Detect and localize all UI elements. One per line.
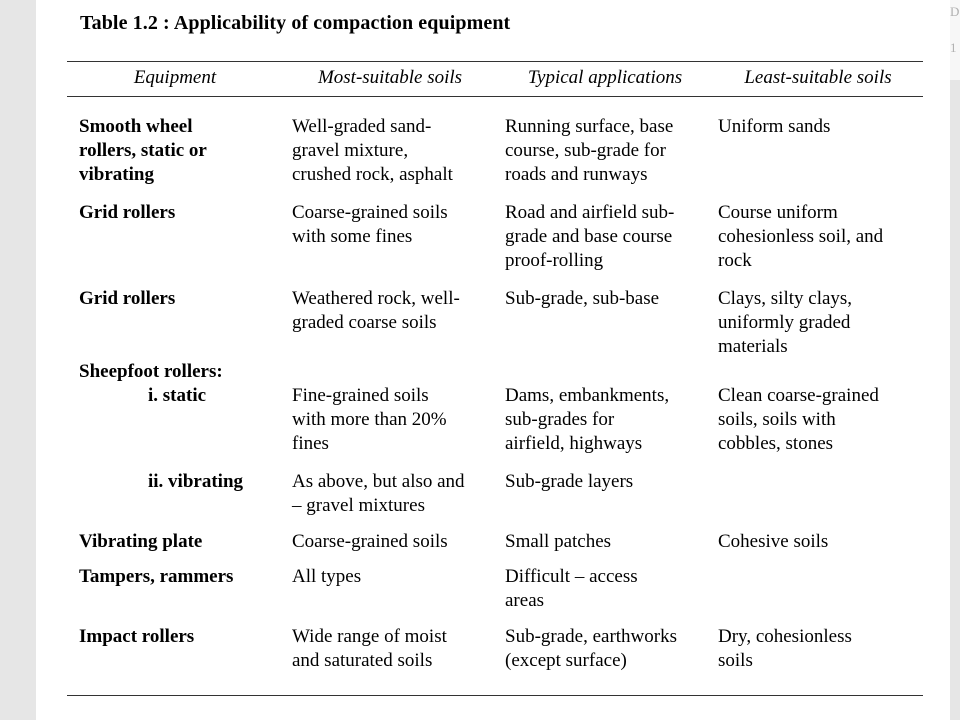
table-cell-least-suitable: Uniform sands [718,116,831,137]
table-cell-equipment: ii. vibrating [148,471,244,492]
table-cell-applications: Small patches [505,531,612,552]
table-cell-applications: Sub-grade, sub-base [505,288,660,309]
table-cell-least-suitable: Clays, silty clays, uniformly graded materials [718,288,853,357]
column-header-applications: Typical applications [527,67,683,88]
table-cell-equipment: i. static [148,385,207,406]
table-cell-applications: Dams, embankments, sub-grades for airfield, highways [505,385,670,454]
table-cell-equipment: Grid rollers [79,288,176,309]
table-cell-least-suitable: Cohesive soils [718,531,829,552]
table-cell-equipment: Grid rollers [79,202,176,223]
table-cell-most-suitable: Well-graded sand- gravel mixture, crushed rock, asphalt [292,116,453,185]
table-cell-applications: Difficult – access areas [505,566,638,611]
table-cell-least-suitable: Clean coarse-grained soils, soils with cobbles, stones [718,385,879,454]
table-cell-most-suitable: Wide range of moist and saturated soils [292,626,447,671]
column-header-equipment: Equipment [133,67,217,88]
column-header-most-suitable: Most-suitable soils [317,67,463,88]
table-cell-equipment-group: Sheepfoot rollers: [79,361,223,382]
table-cell-least-suitable: Dry, cohesionless soils [718,626,852,671]
table-cell-equipment: Impact rollers [79,626,195,647]
column-header-least-suitable: Least-suitable soils [744,67,892,88]
table-header-rule [67,96,923,97]
table-cell-most-suitable: Coarse-grained soils [292,531,448,552]
table-cell-applications: Sub-grade layers [505,471,634,492]
adjacent-page-glyph: 1 [950,40,957,55]
table-cell-equipment: Tampers, rammers [79,566,234,587]
table-cell-equipment: Vibrating plate [79,531,203,552]
table-cell-least-suitable: Course uniform cohesionless soil, and rock [718,202,884,271]
table-cell-most-suitable: All types [292,566,362,587]
table-top-rule [67,61,923,62]
table-cell-most-suitable: Coarse-grained soils with some fines [292,202,448,247]
table-cell-applications: Road and airfield sub- grade and base course proof-rolling [505,202,675,271]
table-cell-most-suitable: Fine-grained soils with more than 20% fines [292,385,447,454]
table-cell-equipment: Smooth wheel rollers, static or vibrating [79,116,207,185]
adjacent-page-edge [950,0,960,80]
table-cell-most-suitable: Weathered rock, well- graded coarse soils [292,288,460,333]
table-title: Table 1.2 : Applicability of compaction equipment [80,12,511,34]
table-cell-applications: Sub-grade, earthworks (except surface) [505,626,678,671]
table-cell-applications: Running surface, base course, sub-grade for roads and runways [505,116,674,185]
table-bottom-rule [67,695,923,696]
adjacent-page-glyph: D [950,4,960,19]
table-cell-most-suitable: As above, but also and – gravel mixtures [292,471,465,516]
